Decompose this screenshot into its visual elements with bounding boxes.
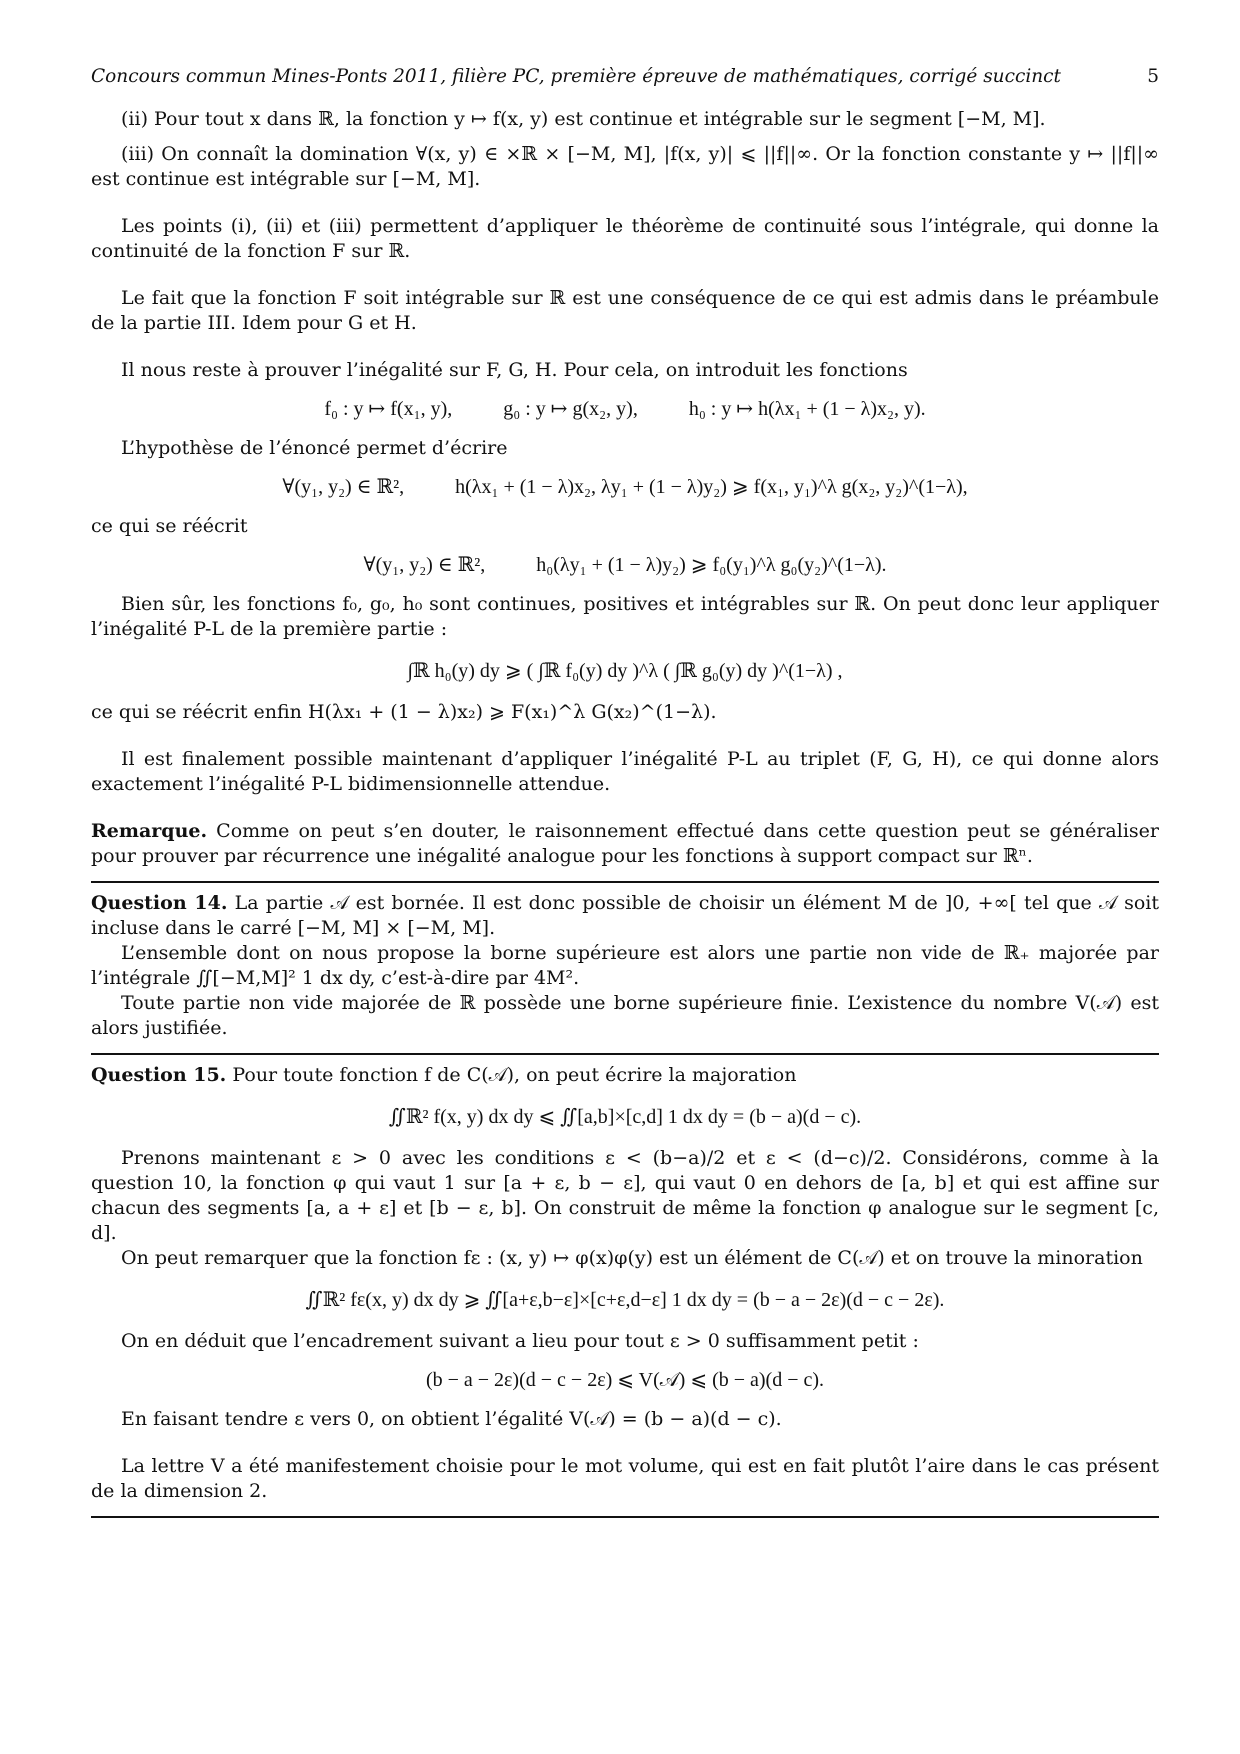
equation-rewrite-quantifier: ∀(y₁, y₂) ∈ ℝ², [363,554,486,576]
page-header [91,64,1159,89]
remark-label: Remarque. [91,820,208,842]
question-14-text-1: La partie 𝒜 est bornée. Il est donc possible de choisir un élément M de ]0, +∞[ tel que 𝒜 soit incluse dans le carré [−M, M] × [−M, M]. [91,892,1159,939]
question-14-paragraph-3: Toute partie non vide majorée de ℝ possède une borne supérieure finie. L’existence du nombre V(𝒜) est alors justifiée. [91,992,1159,1039]
question-15-paragraph-3: On peut remarquer que la fonction fε : (x, y) ↦ φ(x)φ(y) est un élément de C(𝒜) et on trouve la minoration [121,1247,1143,1269]
running-title: Concours commun Mines-Ponts 2011, filière PC, première épreuve de mathématiques, corrigé succinct [91,66,1061,87]
question-15-paragraph-2: Prenons maintenant ε > 0 avec les conditions ε < (b−a)/2 et ε < (d−c)/2. Considérons, comme à la question 10, la fonction φ qui vaut 1 sur [a + ε, b − ε], qui vaut 0 en dehors de [a, b] et qui est affine sur chacun des segments [a, a + ε] et [b − ε, b]. On construit de même la fonction φ analogue sur le segment [c, d]. [91,1147,1159,1244]
equation-hypothesis-body: h(λx₁ + (1 − λ)x₂, λy₁ + (1 − λ)y₂) ⩾ f(x₁, y₁)^λ g(x₂, y₂)^(1−λ), [455,476,968,498]
question-15-paragraph-6: La lettre V a été manifestement choisie pour le mot volume, qui est en fait plutôt l’aire dans le cas présent de la dimension 2. [91,1455,1159,1502]
equation-pl-body: ∫ℝ h₀(y) dy ⩾ ( ∫ℝ f₀(y) dy )^λ ( ∫ℝ g₀(y) dy )^(1−λ) , [407,660,843,682]
divider [91,1516,1159,1518]
final-paragraph: Il est finalement possible maintenant d’appliquer l’inégalité P-L au triplet (F, G, H), ce qui donne alors exactement l’inégalité P-L bidimensionnelle attendue. [91,748,1159,795]
remark-text: Comme on peut s’en douter, le raisonnement effectué dans cette question peut se généraliser pour prouver par récurrence une inégalité analogue pour les fonctions à support compact sur ℝⁿ. [91,820,1159,867]
equation-pl-inequality [91,656,1159,686]
integrability-paragraph: Le fait que la fonction F soit intégrable sur ℝ est une conséquence de ce qui est admis dans le préambule de la partie III. Idem pour G et H. [91,287,1159,334]
page [91,64,1159,1526]
equation-g0: g₀ : y ↦ g(x₂, y), [503,398,638,420]
equation-majoration [91,1102,1159,1132]
equation-minoration [91,1285,1159,1315]
bien-sur-paragraph: Bien sûr, les fonctions f₀, g₀, h₀ sont continues, positives et intégrables sur ℝ. On peut donc leur appliquer l’inégalité P-L de la première partie : [91,593,1159,640]
question-15-paragraph-4: On en déduit que l’encadrement suivant a lieu pour tout ε > 0 suffisamment petit : [121,1330,919,1352]
question-15-label: Question 15. [91,1064,227,1086]
equation-rewrite-body: h₀(λy₁ + (1 − λ)y₂) ⩾ f₀(y₁)^λ g₀(y₂)^(1−λ). [536,554,887,576]
question-15-paragraph-5: En faisant tendre ε vers 0, on obtient l’égalité V(𝒜) = (b − a)(d − c). [121,1408,782,1430]
remaining-paragraph: Il nous reste à prouver l’inégalité sur F, G, H. Pour cela, on introduit les fonctions [121,359,908,381]
rewrite-paragraph: ce qui se réécrit [91,515,248,537]
equation-h0: h₀ : y ↦ h(λx₁ + (1 − λ)x₂, y). [688,398,926,420]
equation-f0: f₀ : y ↦ f(x₁, y), [324,398,453,420]
equation-minoration-body: ∬ℝ² fε(x, y) dx dy ⩾ ∬[a+ε,b−ε]×[c+ε,d−ε] 1 dx dy = (b − a − 2ε)(d − c − 2ε). [305,1289,945,1311]
equation-functions [91,397,1159,422]
question-14-paragraph-2: L’ensemble dont on nous propose la borne supérieure est alors une partie non vide de ℝ₊ majorée par l’intégrale ∬[−M,M]² 1 dx dy, c’est-à-dire par 4M². [91,942,1159,989]
remark-paragraph [91,819,1159,869]
question-15-paragraph-1 [91,1063,1159,1088]
continuity-paragraph: Les points (i), (ii) et (iii) permettent d’appliquer le théorème de continuité sous l’intégrale, qui donne la continuité de la fonction F sur ℝ. [91,215,1159,262]
equation-encadrement-body: (b − a − 2ε)(d − c − 2ε) ⩽ V(𝒜) ⩽ (b − a)(d − c). [425,1369,825,1391]
question-14-label: Question 14. [91,892,228,914]
enfin-paragraph: ce qui se réécrit enfin H(λx₁ + (1 − λ)x₂) ⩾ F(x₁)^λ G(x₂)^(1−λ). [91,701,717,723]
divider [91,1053,1159,1055]
equation-hypothesis [91,475,1159,500]
hypothesis-paragraph: L’hypothèse de l’énoncé permet d’écrire [121,437,508,459]
equation-majoration-body: ∬ℝ² f(x, y) dx dy ⩽ ∬[a,b]×[c,d] 1 dx dy = (b − a)(d − c). [388,1106,862,1128]
equation-rewrite [91,553,1159,578]
page-number: 5 [1147,66,1159,87]
point-iii: (iii) On connaît la domination ∀(x, y) ∈ ×ℝ × [−M, M], |f(x, y)| ⩽ ||f||∞. Or la fonction constante y ↦ ||f||∞ est continue est intégrable sur [−M, M]. [91,143,1159,190]
question-15-text-1: Pour toute fonction f de C(𝒜), on peut écrire la majoration [232,1064,797,1086]
equation-hypothesis-quantifier: ∀(y₁, y₂) ∈ ℝ², [282,476,405,498]
equation-encadrement [91,1368,1159,1393]
divider [91,881,1159,883]
question-14-paragraph-1 [91,891,1159,941]
point-ii: (ii) Pour tout x dans ℝ, la fonction y ↦ f(x, y) est continue et intégrable sur le segment [−M, M]. [121,108,1046,130]
